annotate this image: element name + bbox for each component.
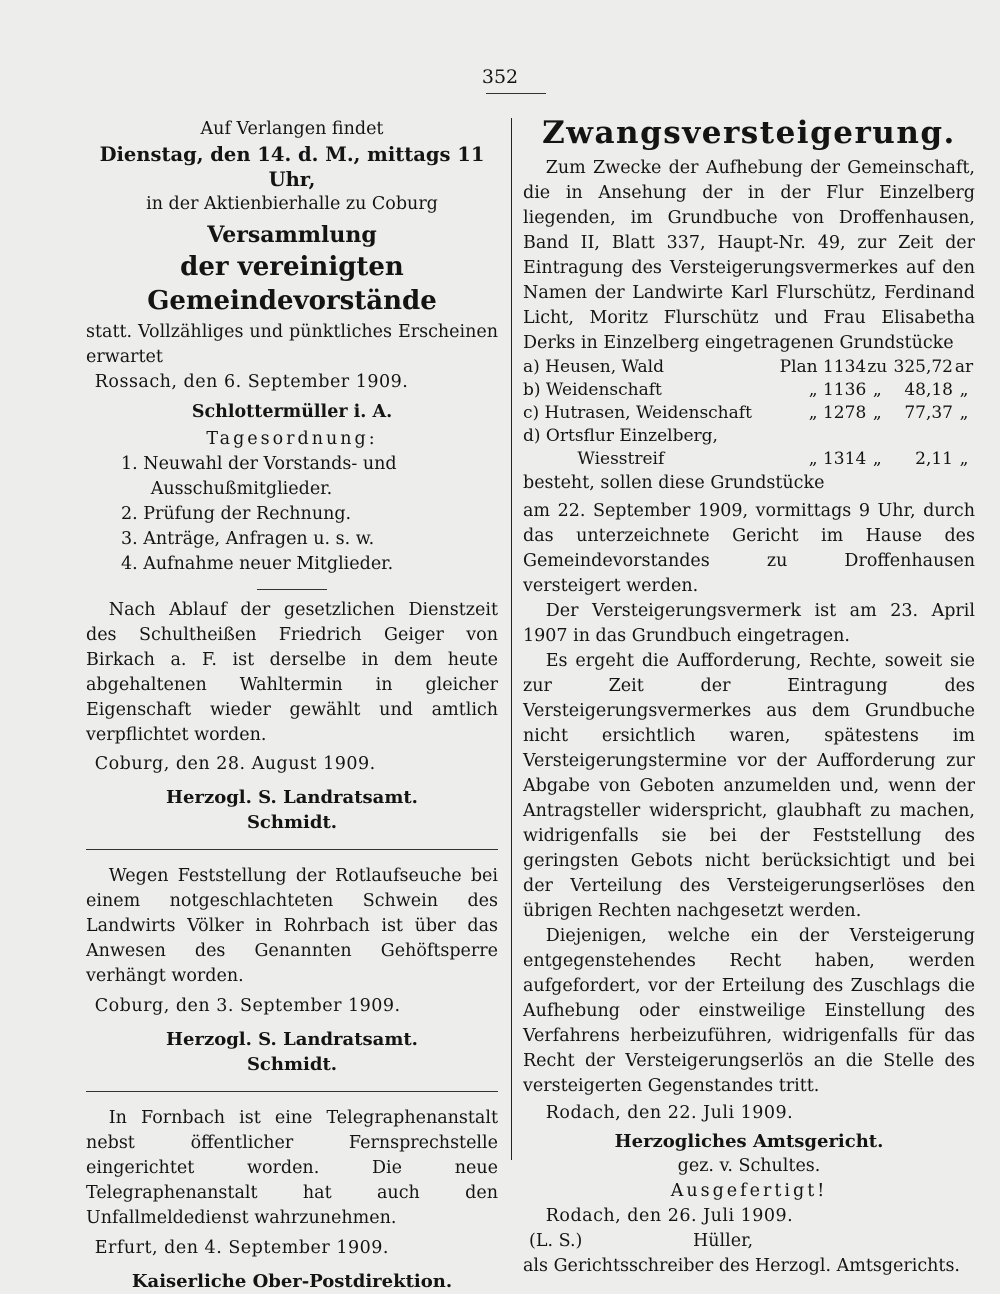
plot-label: a) Heusen, Wald	[523, 357, 664, 377]
plot-unit: „	[959, 449, 969, 469]
agenda-title: Tagesordnung:	[206, 429, 378, 449]
notice-telegraph	[86, 1106, 498, 1294]
meeting-when: Dienstag, den 14. d. M., mittags 11 Uhr,	[99, 143, 485, 191]
telegraph-body: In Fornbach ist eine Telegraphenanstalt nebst öffentlicher Fernsprechstelle eingerichtet worden. Die neue Telegraphenanstalt hat auch den Unfallmeldedienst wahrzunehmen.	[86, 1108, 498, 1228]
notice-swine-disease	[86, 864, 498, 1077]
table-row	[523, 356, 975, 379]
meeting-title: Versammlung	[207, 222, 377, 248]
court-ausgefertigt: Ausgefertigt!	[670, 1181, 828, 1201]
table-row	[523, 425, 975, 448]
disease-signature-office: Herzogl. S. Landratsamt.	[166, 1029, 418, 1050]
court-signature: Herzogliches Amtsgericht.	[614, 1131, 884, 1152]
meeting-body: statt. Vollzähliges und pünktliches Erscheinen erwartet	[86, 322, 498, 367]
plot-plan: „ 1136	[808, 380, 867, 400]
meeting-intro: Auf Verlangen findet	[200, 119, 384, 139]
plot-area: 77,37	[904, 403, 953, 423]
auction-after-plots: besteht, sollen diese Grundstücke	[523, 473, 825, 493]
plot-zu: „	[872, 380, 882, 400]
plot-plan: Plan 1134	[779, 357, 867, 377]
election-body: Nach Ablauf der gesetzlichen Dienstzeit des Schultheißen Friedrich Geiger von Birkach a. F. ist derselbe in dem heute abgehaltenen Wahltermin in gleicher Eigenschaft wieder gewählt und amtlich verpflichtet worden.	[86, 600, 498, 745]
auction-date-place: am 22. September 1909, vormittags 9 Uhr, durch das unterzeichnete Gericht im Hause des Gemeindevorstandes zu Droffenhausen versteigert werden.	[523, 501, 975, 596]
auction-vermerk: Der Versteigerungsvermerk ist am 23. April 1907 in das Grundbuch eingetragen.	[523, 601, 975, 646]
seal-line	[523, 1229, 975, 1254]
meeting-dateline: Rossach, den 6. September 1909.	[94, 372, 409, 392]
column-separator	[511, 118, 512, 1160]
plot-unit: „	[959, 380, 969, 400]
meeting-where: in der Aktienbierhalle zu Coburg	[146, 194, 438, 214]
seal-mark: (L. S.)	[529, 1231, 583, 1251]
agenda-list	[86, 452, 498, 577]
auction-opposition: Diejenigen, welche ein der Versteigerung entgegenstehendes Recht haben, werden aufgefordert, vor der Erteilung des Zuschlags die Aufhebung oder einstweilige Einstellung des Verfahrens herbeizuführen, widrigenfalls für das Recht der Versteigerungserlös an die Stelle des versteigerten Gegenstandes tritt.	[523, 926, 975, 1096]
election-signature-office: Herzogl. S. Landratsamt.	[166, 787, 418, 808]
plot-label: Wiesstreif	[577, 449, 665, 469]
election-signature-name: Schmidt.	[246, 812, 338, 833]
disease-dateline: Coburg, den 3. September 1909.	[94, 996, 401, 1016]
left-column	[86, 114, 498, 1294]
meeting-signer: Schlottermüller i. A.	[191, 402, 393, 422]
election-dateline: Coburg, den 28. August 1909.	[94, 754, 376, 774]
plots-table	[523, 356, 975, 471]
table-row	[523, 379, 975, 402]
plot-label: c) Hutrasen, Weidenschaft	[523, 403, 752, 423]
plot-plan: „ 1278	[808, 403, 867, 423]
clerk-role: als Gerichtsschreiber des Herzogl. Amtsgerichts.	[523, 1256, 960, 1276]
right-column	[523, 114, 975, 1279]
plot-zu: „	[872, 449, 882, 469]
clerk-name: Hüller,	[693, 1231, 754, 1251]
notice-meeting	[86, 117, 498, 577]
plot-label: d) Ortsflur Einzelberg,	[523, 426, 718, 446]
telegraph-signature: Kaiserliche Ober-Postdirektion.	[131, 1271, 453, 1292]
plot-area: 48,18	[904, 380, 953, 400]
divider	[86, 1091, 498, 1092]
telegraph-dateline: Erfurt, den 4. September 1909.	[94, 1238, 389, 1258]
plot-zu: „	[872, 403, 882, 423]
auction-title: Zwangsversteigerung.	[542, 115, 956, 151]
disease-signature-name: Schmidt.	[246, 1054, 338, 1075]
agenda-item: 3. Anträge, Anfragen u. s. w.	[121, 529, 375, 549]
notice-election	[86, 598, 498, 835]
auction-dateline-2: Rodach, den 26. Juli 1909.	[545, 1206, 794, 1226]
divider	[257, 589, 327, 590]
plot-unit: ar	[954, 357, 974, 377]
agenda-item: 1. Neuwahl der Vorstands- und Ausschußmitglieder.	[121, 454, 397, 499]
table-row	[523, 448, 975, 471]
auction-intro: Zum Zwecke der Aufhebung der Gemeinschaft, die in Ansehung der in der Flur Einzelberg liegenden, im Grundbuche von Droffenhausen, Band II, Blatt 337, Haupt-Nr. 49, zur Zeit der Eintragung des Versteigerungsvermerkes auf den Namen der Landwirte Karl Flurschütz, Ferdinand Licht, Moritz Flurschütz und Frau Elisabetha Derks in Einzelberg eingetragenen Grundstücke	[523, 158, 975, 353]
plot-zu: zu	[867, 357, 888, 377]
auction-rights: Es ergeht die Aufforderung, Rechte, soweit sie zur Zeit der Eintragung des Versteigerungsvermerkes aus dem Grundbuche nicht ersichtlich waren, spätestens im Versteigerungstermine vor der Aufforderung zur Abgabe von Geboten anzumelden und, wenn der Antragsteller widerspricht, glaubhaft zu machen, widrigenfalls sie bei der Feststellung des geringsten Gebots nicht berücksichtigt und bei der Verteilung des Versteigerungserlöses den übrigen Rechten nachgesetzt werden.	[523, 651, 975, 921]
court-signed-by: gez. v. Schultes.	[677, 1156, 821, 1176]
plot-unit: „	[959, 403, 969, 423]
table-row	[523, 402, 975, 425]
divider	[86, 849, 498, 850]
meeting-subtitle: der vereinigten Gemeindevorstände	[147, 252, 437, 316]
page-number-rule	[486, 93, 546, 94]
plot-area: 2,11	[915, 449, 953, 469]
agenda-item: 4. Aufnahme neuer Mitglieder.	[121, 554, 394, 574]
plot-area: 325,72	[893, 357, 953, 377]
plot-label: b) Weidenschaft	[523, 380, 662, 400]
disease-body: Wegen Feststellung der Rotlaufseuche bei einem notgeschlachteten Schwein des Landwirts Völker in Rohrbach ist über das Anwesen des Genannten Gehöftsperre verhängt worden.	[86, 866, 498, 986]
auction-dateline-1: Rodach, den 22. Juli 1909.	[545, 1103, 794, 1123]
page-number: 352	[481, 66, 519, 88]
agenda-item: 2. Prüfung der Rechnung.	[121, 504, 352, 524]
plot-plan: „ 1314	[808, 449, 867, 469]
